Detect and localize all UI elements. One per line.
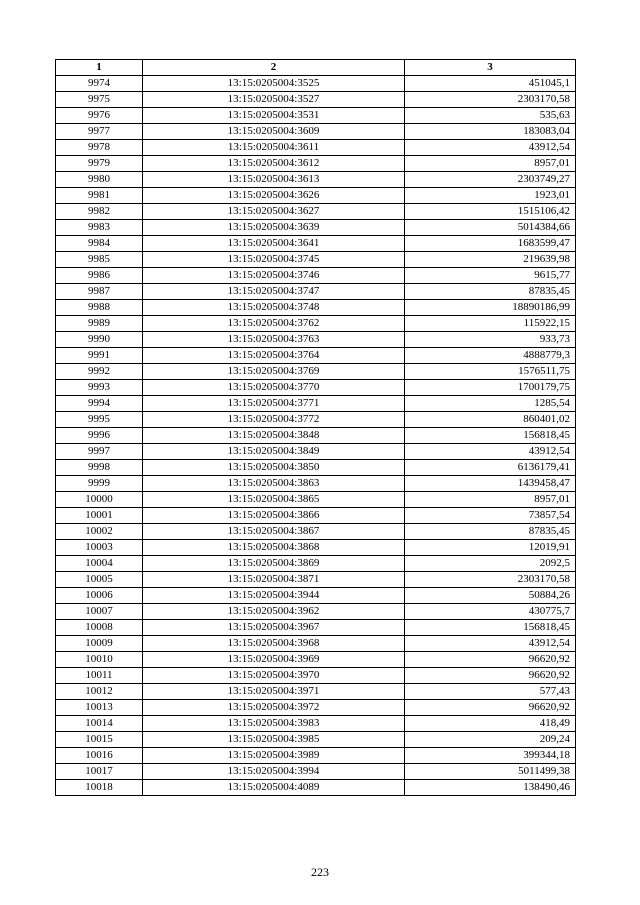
table-row <box>56 172 576 188</box>
row-number-cell: 9992 <box>56 364 143 380</box>
value-cell: 115922,15 <box>405 316 576 332</box>
row-number-cell: 10009 <box>56 636 143 652</box>
table-row <box>56 636 576 652</box>
value-cell: 399344,18 <box>405 748 576 764</box>
cadastral-number-cell: 13:15:0205004:3626 <box>143 188 405 204</box>
cadastral-number-cell: 13:15:0205004:3849 <box>143 444 405 460</box>
cadastral-number-cell: 13:15:0205004:3944 <box>143 588 405 604</box>
row-number-cell: 10018 <box>56 780 143 796</box>
cadastral-number-cell: 13:15:0205004:3772 <box>143 412 405 428</box>
cadastral-number-cell: 13:15:0205004:3967 <box>143 620 405 636</box>
row-number-cell: 10008 <box>56 620 143 636</box>
row-number-cell: 10001 <box>56 508 143 524</box>
row-number-cell: 9989 <box>56 316 143 332</box>
table-row <box>56 780 576 796</box>
table-row <box>56 476 576 492</box>
value-cell: 156818,45 <box>405 620 576 636</box>
cadastral-number-cell: 13:15:0205004:3769 <box>143 364 405 380</box>
value-cell: 1923,01 <box>405 188 576 204</box>
cadastral-number-cell: 13:15:0205004:3848 <box>143 428 405 444</box>
row-number-cell: 9981 <box>56 188 143 204</box>
row-number-cell: 10017 <box>56 764 143 780</box>
value-cell: 8957,01 <box>405 156 576 172</box>
value-cell: 5014384,66 <box>405 220 576 236</box>
table-row <box>56 524 576 540</box>
table-row <box>56 604 576 620</box>
cadastral-number-cell: 13:15:0205004:3869 <box>143 556 405 572</box>
cadastral-number-cell: 13:15:0205004:3972 <box>143 700 405 716</box>
cadastral-number-cell: 13:15:0205004:3613 <box>143 172 405 188</box>
table-row <box>56 92 576 108</box>
table-row <box>56 668 576 684</box>
cadastral-number-cell: 13:15:0205004:3985 <box>143 732 405 748</box>
table-row <box>56 140 576 156</box>
row-number-cell: 9995 <box>56 412 143 428</box>
row-number-cell: 9979 <box>56 156 143 172</box>
row-number-cell: 9975 <box>56 92 143 108</box>
row-number-cell: 9980 <box>56 172 143 188</box>
value-cell: 933,73 <box>405 332 576 348</box>
row-number-cell: 9998 <box>56 460 143 476</box>
table-row <box>56 332 576 348</box>
cadastral-number-cell: 13:15:0205004:3770 <box>143 380 405 396</box>
value-cell: 43912,54 <box>405 444 576 460</box>
value-cell: 50884,26 <box>405 588 576 604</box>
row-number-cell: 9991 <box>56 348 143 364</box>
table-row <box>56 732 576 748</box>
cadastral-number-cell: 13:15:0205004:3627 <box>143 204 405 220</box>
value-cell: 87835,45 <box>405 524 576 540</box>
table-row <box>56 508 576 524</box>
cadastral-number-cell: 13:15:0205004:3871 <box>143 572 405 588</box>
value-cell: 18890186,99 <box>405 300 576 316</box>
row-number-cell: 10014 <box>56 716 143 732</box>
cadastral-number-cell: 13:15:0205004:3971 <box>143 684 405 700</box>
table-row <box>56 76 576 92</box>
cadastral-number-cell: 13:15:0205004:3641 <box>143 236 405 252</box>
table-row <box>56 620 576 636</box>
row-number-cell: 9977 <box>56 124 143 140</box>
table-row <box>56 492 576 508</box>
value-cell: 183083,04 <box>405 124 576 140</box>
value-cell: 1439458,47 <box>405 476 576 492</box>
table-row <box>56 348 576 364</box>
table-header <box>56 60 576 76</box>
row-number-cell: 9974 <box>56 76 143 92</box>
cadastral-number-cell: 13:15:0205004:3612 <box>143 156 405 172</box>
value-cell: 2303170,58 <box>405 92 576 108</box>
table-row <box>56 572 576 588</box>
cadastral-number-cell: 13:15:0205004:3865 <box>143 492 405 508</box>
data-table <box>55 59 576 796</box>
row-number-cell: 10015 <box>56 732 143 748</box>
cadastral-number-cell: 13:15:0205004:3745 <box>143 252 405 268</box>
row-number-cell: 9983 <box>56 220 143 236</box>
row-number-cell: 9976 <box>56 108 143 124</box>
value-cell: 43912,54 <box>405 636 576 652</box>
cadastral-number-cell: 13:15:0205004:3611 <box>143 140 405 156</box>
row-number-cell: 9987 <box>56 284 143 300</box>
table-row <box>56 716 576 732</box>
table-row <box>56 284 576 300</box>
cadastral-number-cell: 13:15:0205004:3868 <box>143 540 405 556</box>
table-row <box>56 268 576 284</box>
value-cell: 2092,5 <box>405 556 576 572</box>
row-number-cell: 9993 <box>56 380 143 396</box>
table-row <box>56 444 576 460</box>
value-cell: 577,43 <box>405 684 576 700</box>
table-row <box>56 588 576 604</box>
cadastral-number-cell: 13:15:0205004:3867 <box>143 524 405 540</box>
row-number-cell: 9999 <box>56 476 143 492</box>
cadastral-number-cell: 13:15:0205004:3639 <box>143 220 405 236</box>
value-cell: 2303749,27 <box>405 172 576 188</box>
column-header-3: 3 <box>405 60 576 76</box>
table-row <box>56 460 576 476</box>
value-cell: 43912,54 <box>405 140 576 156</box>
row-number-cell: 10005 <box>56 572 143 588</box>
cadastral-number-cell: 13:15:0205004:3962 <box>143 604 405 620</box>
table-row <box>56 764 576 780</box>
cadastral-number-cell: 13:15:0205004:3866 <box>143 508 405 524</box>
value-cell: 1576511,75 <box>405 364 576 380</box>
table-row <box>56 300 576 316</box>
value-cell: 1515106,42 <box>405 204 576 220</box>
table-row <box>56 236 576 252</box>
row-number-cell: 10002 <box>56 524 143 540</box>
table-row <box>56 556 576 572</box>
row-number-cell: 9984 <box>56 236 143 252</box>
table-row <box>56 188 576 204</box>
table-row <box>56 108 576 124</box>
row-number-cell: 9982 <box>56 204 143 220</box>
row-number-cell: 10010 <box>56 652 143 668</box>
table-row <box>56 220 576 236</box>
value-cell: 9615,77 <box>405 268 576 284</box>
table-row <box>56 364 576 380</box>
table-row <box>56 540 576 556</box>
row-number-cell: 9996 <box>56 428 143 444</box>
value-cell: 87835,45 <box>405 284 576 300</box>
table-row <box>56 748 576 764</box>
table-body <box>56 76 576 796</box>
value-cell: 156818,45 <box>405 428 576 444</box>
cadastral-number-cell: 13:15:0205004:3747 <box>143 284 405 300</box>
value-cell: 5011499,38 <box>405 764 576 780</box>
row-number-cell: 10007 <box>56 604 143 620</box>
cadastral-number-cell: 13:15:0205004:3527 <box>143 92 405 108</box>
value-cell: 8957,01 <box>405 492 576 508</box>
table-row <box>56 684 576 700</box>
cadastral-number-cell: 13:15:0205004:3531 <box>143 108 405 124</box>
cadastral-number-cell: 13:15:0205004:3764 <box>143 348 405 364</box>
column-header-1: 1 <box>56 60 143 76</box>
cadastral-number-cell: 13:15:0205004:3983 <box>143 716 405 732</box>
cadastral-number-cell: 13:15:0205004:3994 <box>143 764 405 780</box>
row-number-cell: 10000 <box>56 492 143 508</box>
row-number-cell: 10016 <box>56 748 143 764</box>
row-number-cell: 9986 <box>56 268 143 284</box>
cadastral-number-cell: 13:15:0205004:3970 <box>143 668 405 684</box>
row-number-cell: 10011 <box>56 668 143 684</box>
cadastral-number-cell: 13:15:0205004:3748 <box>143 300 405 316</box>
row-number-cell: 10006 <box>56 588 143 604</box>
table-row <box>56 156 576 172</box>
value-cell: 138490,46 <box>405 780 576 796</box>
value-cell: 535,63 <box>405 108 576 124</box>
cadastral-number-cell: 13:15:0205004:3969 <box>143 652 405 668</box>
cadastral-number-cell: 13:15:0205004:3968 <box>143 636 405 652</box>
cadastral-number-cell: 13:15:0205004:3525 <box>143 76 405 92</box>
column-header-2: 2 <box>143 60 405 76</box>
table-row <box>56 316 576 332</box>
row-number-cell: 9997 <box>56 444 143 460</box>
value-cell: 2303170,58 <box>405 572 576 588</box>
value-cell: 96620,92 <box>405 652 576 668</box>
cadastral-number-cell: 13:15:0205004:3763 <box>143 332 405 348</box>
value-cell: 1285,54 <box>405 396 576 412</box>
table-row <box>56 252 576 268</box>
value-cell: 209,24 <box>405 732 576 748</box>
row-number-cell: 10003 <box>56 540 143 556</box>
row-number-cell: 10012 <box>56 684 143 700</box>
value-cell: 96620,92 <box>405 668 576 684</box>
value-cell: 4888779,3 <box>405 348 576 364</box>
row-number-cell: 10013 <box>56 700 143 716</box>
value-cell: 860401,02 <box>405 412 576 428</box>
value-cell: 6136179,41 <box>405 460 576 476</box>
cadastral-number-cell: 13:15:0205004:4089 <box>143 780 405 796</box>
cadastral-number-cell: 13:15:0205004:3989 <box>143 748 405 764</box>
value-cell: 12019,91 <box>405 540 576 556</box>
table-row <box>56 428 576 444</box>
cadastral-number-cell: 13:15:0205004:3771 <box>143 396 405 412</box>
value-cell: 73857,54 <box>405 508 576 524</box>
table-row <box>56 652 576 668</box>
row-number-cell: 9985 <box>56 252 143 268</box>
cadastral-number-cell: 13:15:0205004:3863 <box>143 476 405 492</box>
row-number-cell: 9994 <box>56 396 143 412</box>
value-cell: 430775,7 <box>405 604 576 620</box>
table-row <box>56 396 576 412</box>
table-row <box>56 700 576 716</box>
value-cell: 96620,92 <box>405 700 576 716</box>
table-row <box>56 380 576 396</box>
cadastral-number-cell: 13:15:0205004:3609 <box>143 124 405 140</box>
value-cell: 219639,98 <box>405 252 576 268</box>
cadastral-number-cell: 13:15:0205004:3850 <box>143 460 405 476</box>
table-row <box>56 204 576 220</box>
header-row <box>56 60 576 76</box>
page-number: 223 <box>311 865 329 879</box>
value-cell: 418,49 <box>405 716 576 732</box>
row-number-cell: 9988 <box>56 300 143 316</box>
cadastral-number-cell: 13:15:0205004:3762 <box>143 316 405 332</box>
cadastral-number-cell: 13:15:0205004:3746 <box>143 268 405 284</box>
row-number-cell: 9990 <box>56 332 143 348</box>
value-cell: 1683599,47 <box>405 236 576 252</box>
row-number-cell: 10004 <box>56 556 143 572</box>
table-row <box>56 124 576 140</box>
table-row <box>56 412 576 428</box>
value-cell: 1700179,75 <box>405 380 576 396</box>
row-number-cell: 9978 <box>56 140 143 156</box>
value-cell: 451045,1 <box>405 76 576 92</box>
